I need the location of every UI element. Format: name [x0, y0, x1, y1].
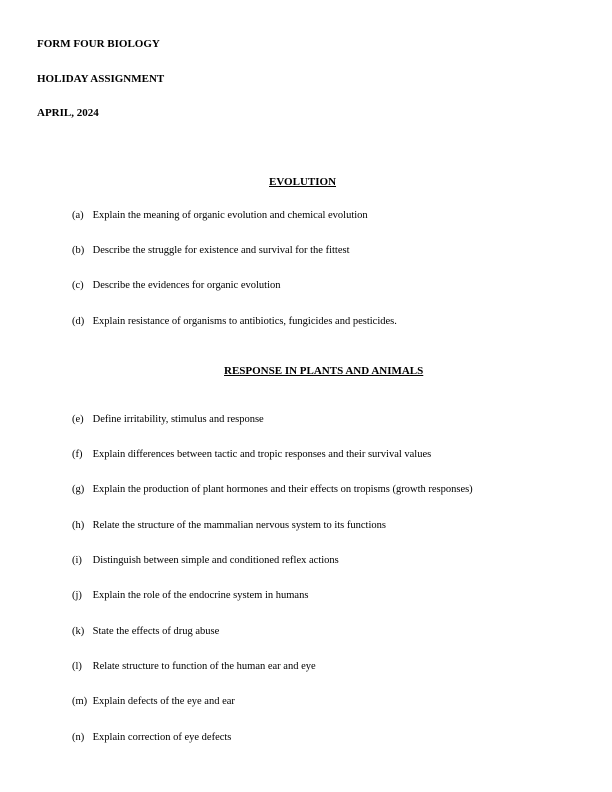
list-item — [72, 483, 473, 497]
list-item — [72, 279, 281, 293]
item-label: (h) — [72, 520, 85, 531]
item-label: (l) — [72, 661, 82, 672]
item-label: (k) — [72, 626, 85, 637]
list-item — [72, 695, 235, 709]
item-text: Explain the production of plant hormones and their effects on tropisms (growth responses) — [92, 484, 473, 495]
item-label: (e) — [72, 414, 84, 425]
item-text: State the effects of drug abuse — [92, 626, 220, 637]
header-date: APRIL, 2024 — [37, 107, 99, 119]
item-text: Relate structure to function of the human ear and eye — [92, 661, 316, 672]
item-text: Explain defects of the eye and ear — [92, 696, 235, 707]
header-course: FORM FOUR BIOLOGY — [37, 38, 160, 50]
item-text: Explain differences between tactic and tropic responses and their survival values — [92, 449, 432, 460]
list-item — [72, 448, 431, 462]
item-label: (f) — [72, 449, 83, 460]
header-assignment: HOLIDAY ASSIGNMENT — [37, 73, 165, 85]
item-text: Explain correction of eye defects — [92, 732, 232, 743]
item-label: (a) — [72, 210, 84, 221]
list-item — [72, 244, 350, 258]
item-text: Explain the role of the endocrine system in humans — [92, 590, 309, 601]
list-item — [72, 660, 316, 674]
item-label: (j) — [72, 590, 82, 601]
item-label: (m) — [72, 696, 88, 707]
list-item — [72, 209, 368, 223]
list-item — [72, 554, 339, 568]
section-title-response: RESPONSE IN PLANTS AND ANIMALS — [224, 365, 424, 377]
item-text: Explain resistance of organisms to antibiotics, fungicides and pesticides. — [92, 316, 397, 327]
item-label: (d) — [72, 316, 85, 327]
item-label: (b) — [72, 245, 85, 256]
item-label: (c) — [72, 280, 84, 291]
list-item — [72, 589, 308, 603]
item-text: Relate the structure of the mammalian nervous system to its functions — [92, 520, 386, 531]
list-item — [72, 731, 231, 745]
list-item — [72, 625, 219, 639]
item-text: Explain the meaning of organic evolution and chemical evolution — [92, 210, 368, 221]
item-label: (g) — [72, 484, 85, 495]
list-item — [72, 519, 386, 533]
item-label: (n) — [72, 732, 85, 743]
item-text: Describe the evidences for organic evolution — [92, 280, 281, 291]
section-title-evolution: EVOLUTION — [269, 176, 337, 188]
item-text: Distinguish between simple and conditioned reflex actions — [92, 555, 339, 566]
list-item — [72, 315, 397, 329]
item-text: Describe the struggle for existence and survival for the fittest — [92, 245, 350, 256]
list-item — [72, 413, 264, 427]
item-text: Define irritability, stimulus and response — [92, 414, 264, 425]
item-label: (i) — [72, 555, 82, 566]
